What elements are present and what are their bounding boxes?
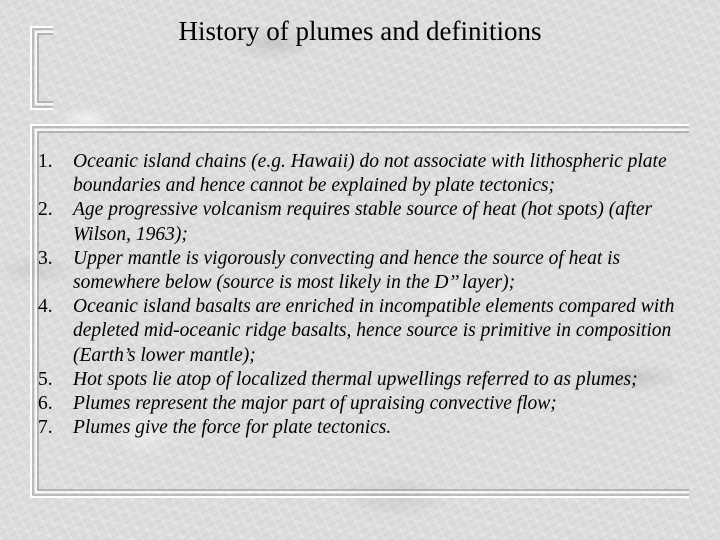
- list-item-text: Oceanic island chains (e.g. Hawaii) do not associate with lithospheric plate boundaries and hence cannot be explained by plate tectonics;: [73, 151, 667, 197]
- list-item: [38, 150, 708, 198]
- list-item: [38, 416, 708, 440]
- list-item-text: Upper mantle is vigorously convecting and hence the source of heat is somewhere below (source is most likely in the D’’ layer);: [73, 247, 621, 294]
- list-item: [38, 198, 708, 246]
- list-item-number: 2.: [38, 199, 53, 221]
- definition-list: [38, 150, 708, 440]
- list-item-text: Hot spots lie atop of localized thermal upwellings referred to as plumes;: [73, 368, 638, 390]
- list-item-text: Plumes give the force for plate tectonics.: [73, 417, 392, 439]
- list-item-number: 4.: [38, 296, 53, 318]
- list-item-number: 3.: [38, 247, 53, 269]
- list-item-number: 7.: [38, 417, 53, 439]
- list-item-text: Plumes represent the major part of upraising convective flow;: [73, 393, 557, 415]
- list-item: [38, 392, 708, 416]
- top-bracket-decoration: [30, 26, 54, 110]
- list-item-text: Oceanic island basalts are enriched in incompatible elements compared with depleted mid-oceanic ridge basalts, hence source is primitive in composition (Earth’s lower mantle);: [73, 296, 675, 366]
- list-item-text: Age progressive volcanism requires stable source of heat (hot spots) (after Wilson, 1963);: [73, 199, 653, 245]
- list-item: [38, 247, 708, 295]
- list-item-number: 6.: [38, 393, 53, 415]
- list-item: [38, 368, 708, 392]
- slide-title: History of plumes and definitions: [178, 16, 542, 46]
- list-item-number: 5.: [38, 368, 53, 390]
- list-item-number: 1.: [38, 151, 53, 172]
- list-item: [38, 295, 708, 368]
